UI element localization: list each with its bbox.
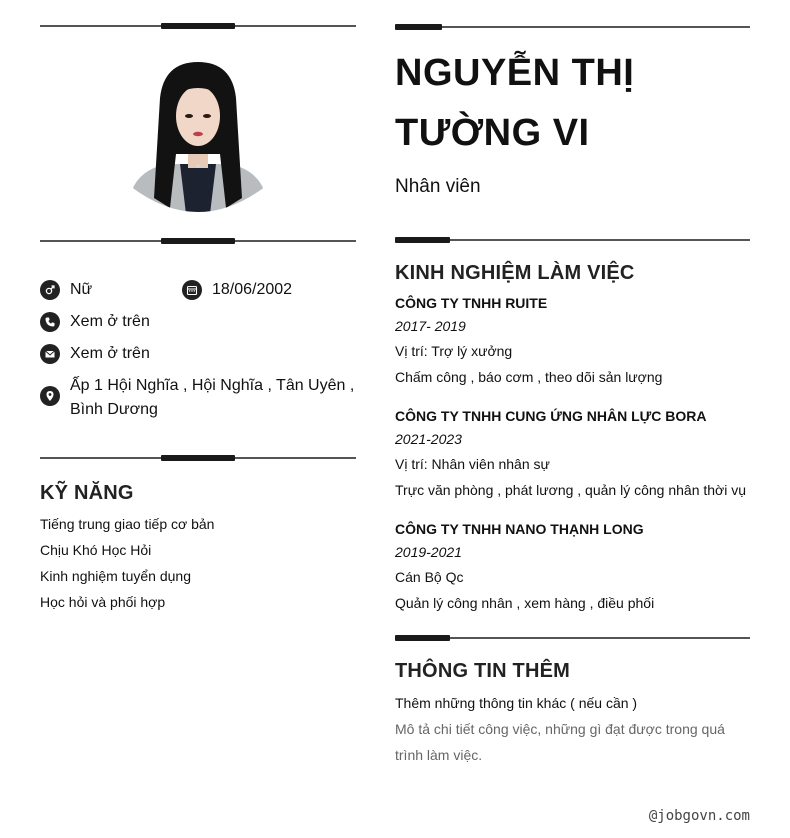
right-additional-divider bbox=[395, 637, 750, 639]
job-title: Nhân viên bbox=[395, 176, 481, 197]
birthdate-value: 18/06/2002 bbox=[212, 281, 293, 298]
email-value: Xem ở trên bbox=[70, 345, 150, 362]
address-row bbox=[40, 376, 354, 422]
full-name-line-2: TƯỜNG VI bbox=[395, 112, 590, 154]
email-row bbox=[40, 344, 150, 366]
skill-item: Tiếng trung giao tiếp cơ bản bbox=[40, 516, 215, 532]
left-photo-divider bbox=[40, 240, 356, 242]
job-company: CÔNG TY TNHH NANO THẠNH LONG bbox=[395, 521, 644, 537]
job-role: Cán Bộ Qc bbox=[395, 569, 464, 585]
job-period: 2019-2021 bbox=[395, 544, 462, 560]
left-skills-divider bbox=[40, 457, 356, 459]
gender-value: Nữ bbox=[70, 281, 93, 298]
address-line-2: Bình Dương bbox=[70, 401, 158, 418]
job-company: CÔNG TY TNHH RUITE bbox=[395, 295, 548, 311]
job-description: Chấm công , báo cơm , theo dõi sản lượng bbox=[395, 369, 663, 385]
additional-line-2: Mô tả chi tiết công việc, những gì đạt được trong quá trình làm việc. bbox=[395, 721, 725, 763]
avatar bbox=[130, 58, 266, 214]
phone-icon bbox=[40, 312, 60, 332]
skill-item: Chịu Khó Học Hỏi bbox=[40, 542, 152, 558]
job-role: Vị trí: Nhân viên nhân sự bbox=[395, 456, 550, 472]
job-period: 2017- 2019 bbox=[395, 318, 466, 334]
gender-icon bbox=[40, 280, 60, 300]
watermark: @jobgovn.com bbox=[648, 808, 750, 824]
skill-item: Kinh nghiệm tuyển dụng bbox=[40, 568, 191, 584]
additional-title: THÔNG TIN THÊM bbox=[395, 660, 571, 682]
phone-row bbox=[40, 312, 150, 334]
phone-value: Xem ở trên bbox=[70, 313, 150, 330]
calendar-icon bbox=[182, 280, 202, 300]
birthdate-row bbox=[182, 280, 292, 302]
experience-title: KINH NGHIỆM LÀM VIỆC bbox=[395, 262, 635, 284]
location-icon bbox=[40, 386, 60, 406]
gender-row bbox=[40, 280, 92, 302]
skill-item: Học hỏi và phối hợp bbox=[40, 594, 166, 610]
job-description: Quản lý công nhân , xem hàng , điều phối bbox=[395, 595, 655, 611]
right-experience-divider bbox=[395, 239, 750, 241]
job-role: Vị trí: Trợ lý xưởng bbox=[395, 343, 513, 359]
job-description: Trực văn phòng , phát lương , quản lý công nhân thời vụ bbox=[395, 482, 747, 498]
address-line-1: Ấp 1 Hội Nghĩa , Hội Nghĩa , Tân Uyên , bbox=[70, 377, 355, 394]
additional-line-1: Thêm những thông tin khác ( nếu cần ) bbox=[395, 695, 638, 711]
left-top-divider bbox=[40, 25, 356, 27]
right-top-divider bbox=[395, 26, 750, 28]
skills-title: KỸ NĂNG bbox=[40, 482, 134, 504]
email-icon bbox=[40, 344, 60, 364]
job-period: 2021-2023 bbox=[395, 431, 462, 447]
job-company: CÔNG TY TNHH CUNG ỨNG NHÂN LỰC BORA bbox=[395, 408, 707, 424]
full-name-line-1: NGUYỄN THỊ bbox=[395, 52, 635, 94]
